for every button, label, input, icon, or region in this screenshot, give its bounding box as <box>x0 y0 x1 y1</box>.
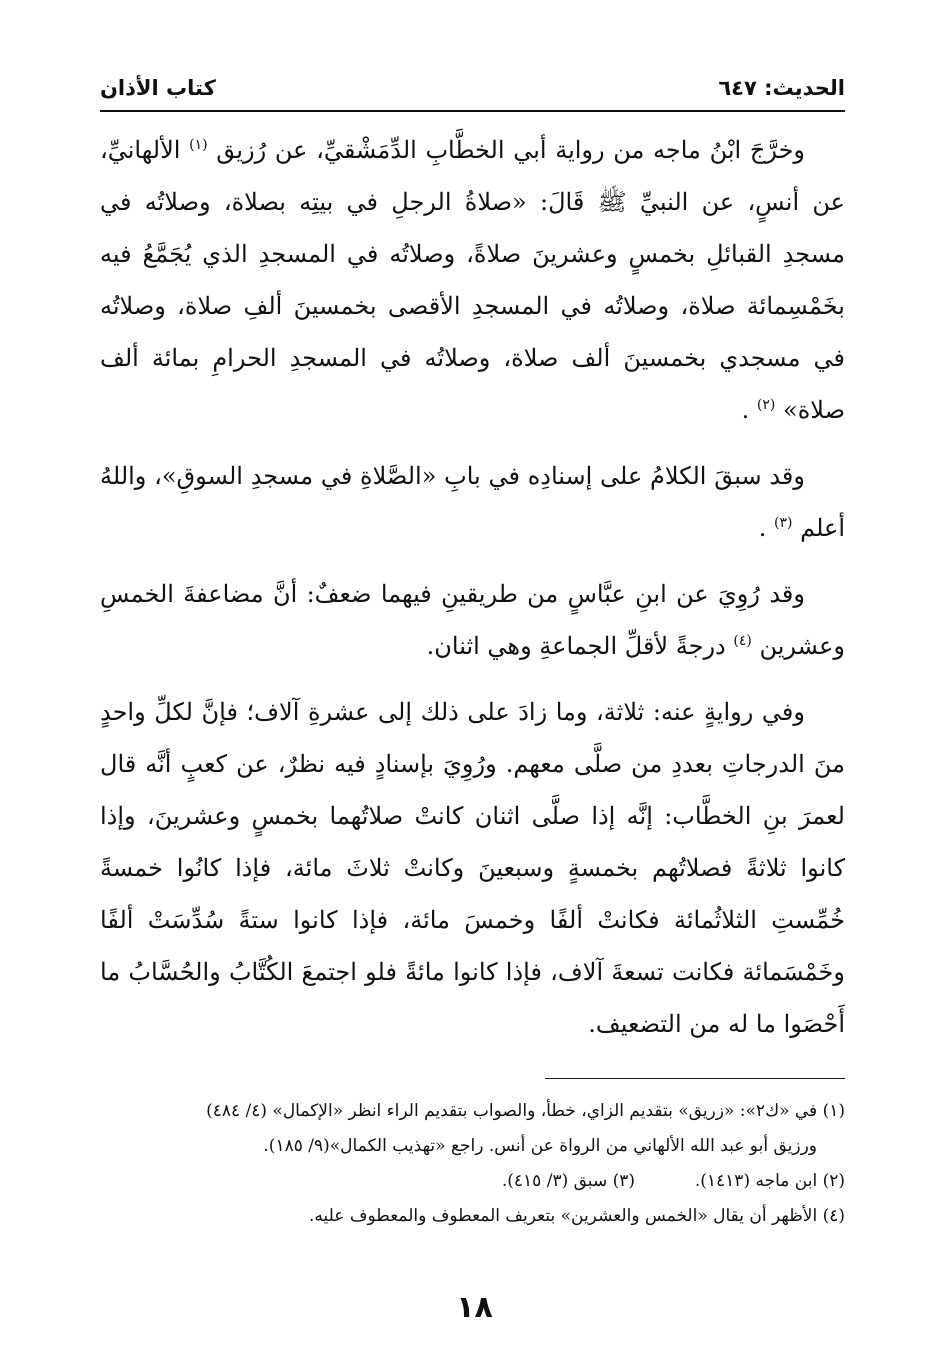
footnote-marker-2: (٢) <box>756 397 776 413</box>
paragraph-3: وقد رُوِيَ عن ابنِ عبَّاسٍ من طريقينِ فيهما ضعفٌ: أنَّ مضاعفةَ الخمسِ وعشرين $^{(٤)}$ درجةً لأقلِّ الجماعةِ وهي اثنان. <box>100 580 845 660</box>
footnote-1: (١) في «ك٢»: «زريق» بتقديم الزاي، خطأ، والصواب بتقديم الراء انظر «الإكمال» (٤/ ٤٨٤) <box>206 1101 845 1121</box>
paragraph-2: وقد سبقَ الكلامُ على إسنادِه في بابِ «الصَّلاةِ في مسجدِ السوقِ»، واللهُ أعلم $^{(٣)}$ . <box>100 462 845 542</box>
footnote-divider <box>545 1078 845 1079</box>
footnote-4: (٤) الأظهر أن يقال «الخمس والعشرين» بتعريف المعطوف والمعطوف عليه. <box>309 1206 845 1226</box>
footnotes <box>100 1094 845 1234</box>
paragraph-4: وفي روايةٍ عنه: ثلاثة، وما زادَ على ذلك إلى عشرةِ آلاف؛ فإنَّ لكلِّ واحدٍ منَ الدرجاتِ بعددِ من صلَّى معهم. ورُوِيَ بإسنادٍ فيه نظرٌ، عن كعبٍ أنَّه قال لعمرَ بنِ الخطَّاب: إنَّه إذا صلَّى اثنان كانتْ صلاتُهما بخمسٍ وعشرينَ، وإذا كانوا ثلاثةً فصلاتُهم بخمسةٍ وسبعينَ وكانتْ ثلاثَ مائة، فإذا كانُوا خمسةً خُمِّستِ الثلاثُمائة فكانتْ ألفًا وخمسَ مائة، فإذا كانوا ستةً سُدِّسَتْ ألفًا وخَمْسَمائة فكانت تسعةَ آلاف، فإذا كانوا مائةً فلو اجتمعَ الكُتَّابُ والحُسَّابُ ما أَحْصَوا ما له من التضعيف. <box>100 698 845 1038</box>
hadith-number: الحديث: ٦٤٧ <box>718 76 845 100</box>
chapter-title: كتاب الأذان <box>100 76 216 100</box>
running-header <box>100 70 845 106</box>
footnote-1-continued: ورزيق أبو عبد الله الألهاني من الرواة عن أنس. راجع «تهذيب الكمال»(٩/ ١٨٥). <box>263 1136 817 1156</box>
footnote-3: (٣) سبق (٣/ ٤١٥). <box>501 1171 635 1191</box>
footnote-2: (٢) ابن ماجه (١٤١٣). <box>694 1171 845 1191</box>
footnote-marker-4: (٤) <box>733 633 752 649</box>
main-text <box>100 124 845 1064</box>
paragraph-1: وخرَّجَ ابْنُ ماجه من رواية أبي الخطَّابِ الدِّمَشْقيِّ، عن رُزيق $^{(١)}$ الألهانيِّ، عن أنسٍ، عن النبيِّ ﷺ قَالَ: «صلاةُ الرجلِ في بيتِه بصلاة، وصلاتُه في مسجدِ القبائلِ بخمسٍ وعشرينَ صلاةً، وصلاتُه في المسجدِ الذي يُجَمَّعُ فيه بخَمْسِمائة صلاة، وصلاتُه في المسجدِ الأقصى بخمسينَ ألفِ صلاة، وصلاتُه في مسجدي بخمسينَ ألف صلاة، وصلاتُه في المسجدِ الحرامِ بمائة ألف صلاة» $^{(٢)}$ . <box>100 136 845 424</box>
header-divider <box>100 110 845 112</box>
footnote-marker-3: (٣) <box>773 515 793 531</box>
footnote-marker-1: (١) <box>189 137 208 153</box>
page-number: ١٨ <box>456 1290 493 1325</box>
footnote-row-2-3 <box>100 1164 845 1199</box>
